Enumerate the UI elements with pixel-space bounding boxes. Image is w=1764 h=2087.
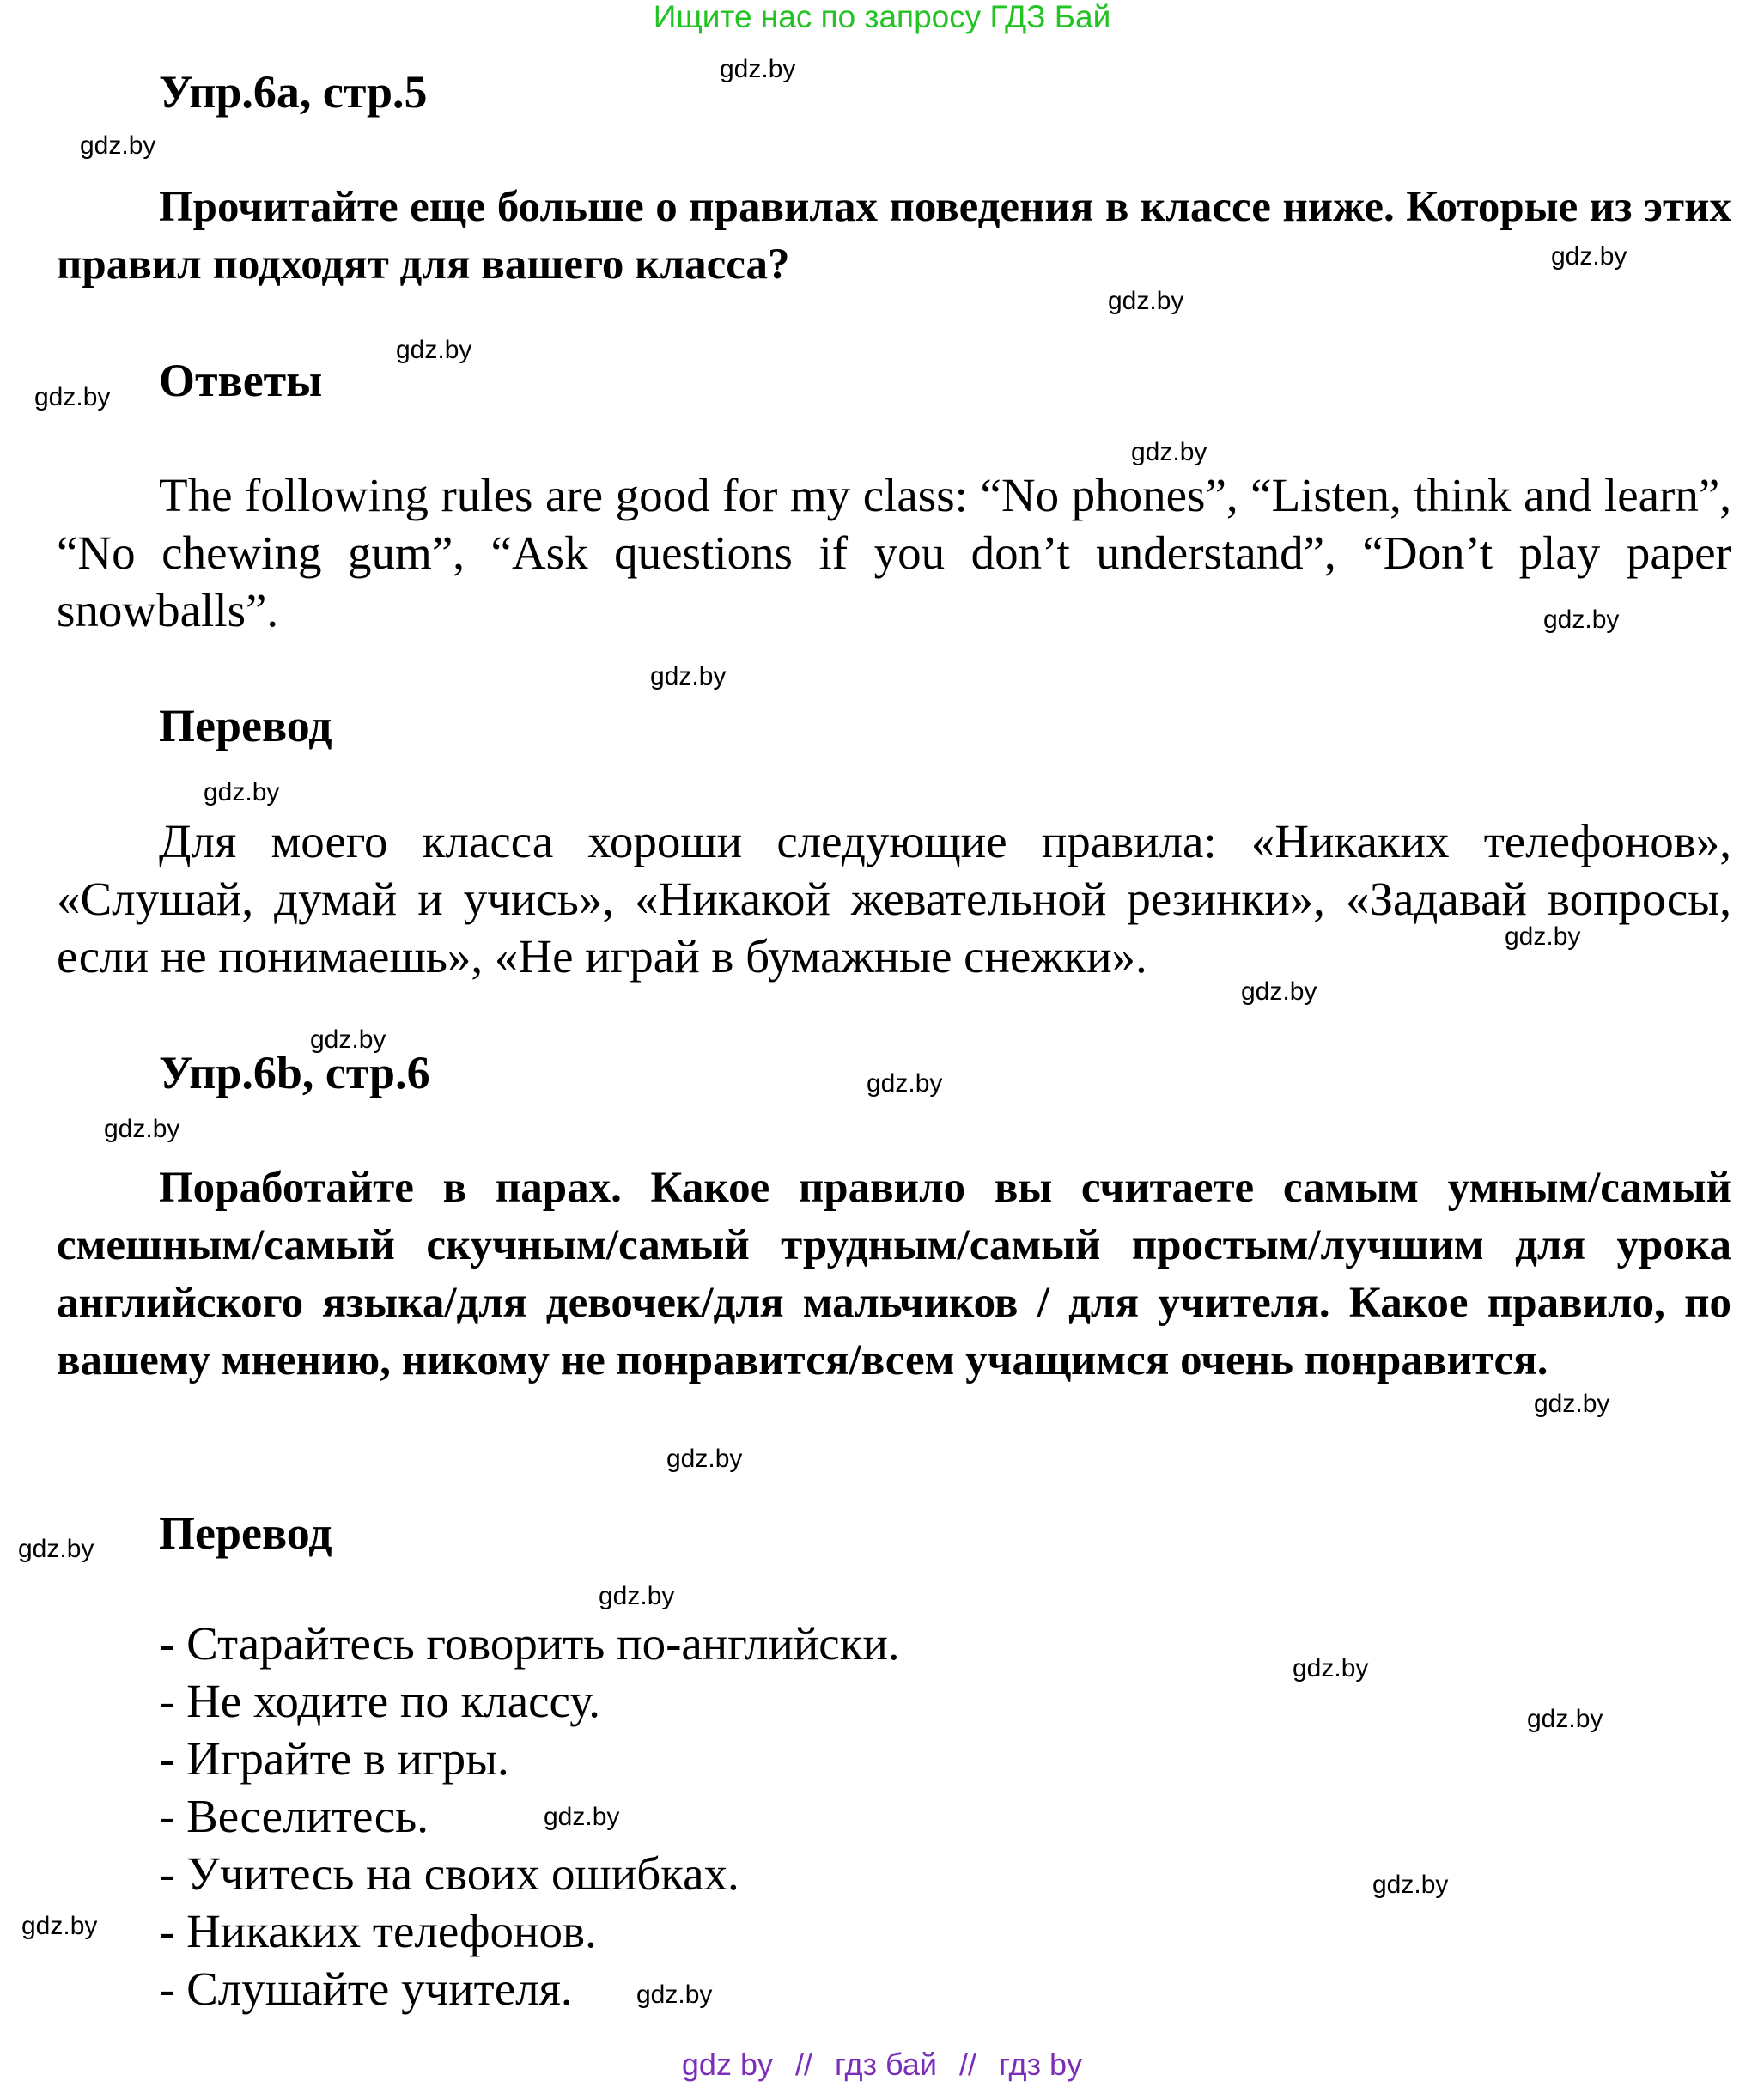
watermark: gdz.by bbox=[80, 131, 156, 160]
watermark: gdz.by bbox=[1293, 1654, 1369, 1682]
watermark: gdz.by bbox=[720, 55, 796, 83]
watermark: gdz.by bbox=[310, 1025, 386, 1054]
rules-list bbox=[159, 1615, 900, 2017]
watermark: gdz.by bbox=[599, 1582, 675, 1610]
watermark: gdz.by bbox=[1505, 922, 1581, 951]
exercise-6b-heading: Упр.6b, стр.6 bbox=[159, 1047, 430, 1098]
watermark: gdz.by bbox=[18, 1535, 94, 1563]
watermark: gdz.by bbox=[396, 336, 472, 364]
watermark: gdz.by bbox=[1543, 605, 1620, 634]
translation-heading-1: Перевод bbox=[159, 700, 332, 751]
list-item: - Играйте в игры. bbox=[159, 1732, 509, 1785]
watermark: gdz.by bbox=[204, 778, 280, 806]
watermark: gdz.by bbox=[1372, 1871, 1449, 1899]
translation-text: Для моего класса хороши следующие правила: «Никаких телефонов», «Слушай, думай и учись», «Никакой жевательной резинки», «Задавай вопросы, если не понимаешь», «Не играй в бумажные снежки». bbox=[57, 815, 1731, 983]
watermark: gdz.by bbox=[544, 1803, 620, 1831]
footer-separator: // bbox=[795, 2047, 813, 2082]
watermark: gdz.by bbox=[867, 1069, 943, 1098]
answer-text: The following rules are good for my class: “No phones”, “Listen, think and learn”, “No chewing gum”, “Ask questions if you don’t understand”, “Don’t play paper snowballs”. bbox=[57, 469, 1731, 636]
footer-link-gdz-by[interactable]: gdz by bbox=[681, 2047, 773, 2082]
watermark: gdz.by bbox=[666, 1445, 743, 1473]
watermark: gdz.by bbox=[34, 383, 111, 411]
watermark: gdz.by bbox=[1527, 1705, 1603, 1733]
list-item: - Слушайте учителя. bbox=[159, 1962, 573, 2015]
watermark: gdz.by bbox=[650, 662, 727, 691]
watermark: gdz.by bbox=[1108, 287, 1184, 315]
exercise-6b-task: Поработайте в парах. Какое правило вы считаете самым умным/самый смешным/самый скучным/самый трудным/самый простым/лучшим для урока английского языка/для девочек/для мальчиков / для учителя. Какое правило, по вашему мнению, никому не понравится/всем учащимся очень понравится. bbox=[57, 1164, 1731, 1384]
exercise-6a-task: Прочитайте еще больше о правилах поведения в классе ниже. Которые из этих правил подходят для вашего класса? bbox=[57, 183, 1731, 289]
watermark: gdz.by bbox=[1534, 1390, 1610, 1418]
footer-link-gdz-bai[interactable]: гдз бай bbox=[835, 2047, 937, 2082]
watermark: gdz.by bbox=[1131, 438, 1207, 466]
list-item: - Не ходите по классу. bbox=[159, 1675, 600, 1727]
list-item: - Никаких телефонов. bbox=[159, 1905, 597, 1957]
exercise-6a-heading: Упр.6a, стр.5 bbox=[159, 66, 428, 118]
list-item: - Веселитесь. bbox=[159, 1790, 429, 1842]
footer-links bbox=[0, 2046, 1764, 2084]
watermark: gdz.by bbox=[104, 1115, 180, 1143]
watermark: gdz.by bbox=[21, 1912, 98, 1940]
watermark: gdz.by bbox=[1551, 242, 1627, 271]
footer-separator: // bbox=[959, 2047, 977, 2082]
list-item: - Старайтесь говорить по-английски. bbox=[159, 1617, 900, 1670]
list-item: - Учитесь на своих ошибках. bbox=[159, 1847, 739, 1900]
footer-link-gdz-by-ru[interactable]: гдз by bbox=[999, 2047, 1083, 2082]
watermark: gdz.by bbox=[636, 1981, 713, 2009]
search-hint-link[interactable]: Ищите нас по запросу ГДЗ Бай bbox=[653, 0, 1111, 34]
answers-heading: Ответы bbox=[159, 355, 323, 406]
watermark: gdz.by bbox=[1241, 977, 1317, 1006]
translation-heading-2: Перевод bbox=[159, 1507, 332, 1559]
